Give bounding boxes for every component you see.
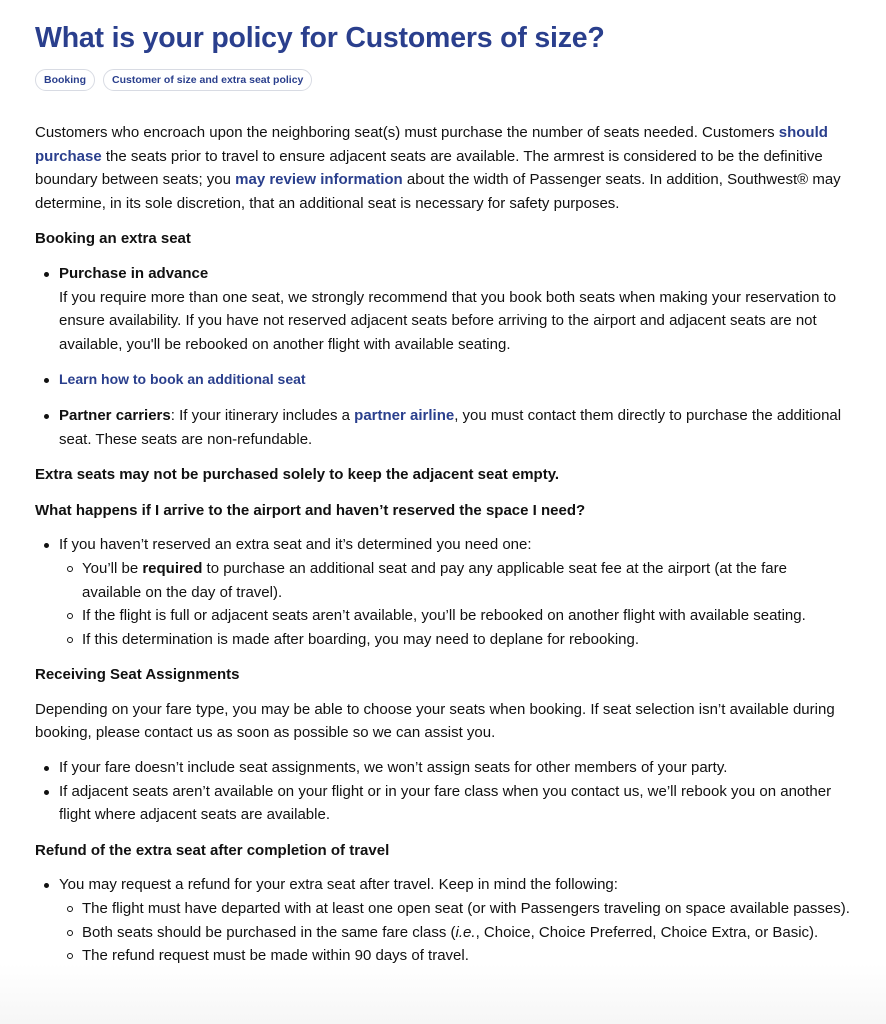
- list-item: You’ll be required to purchase an additional seat and pay any applicable seat fee at the airport (at the fare available on the day of travel).: [59, 557, 850, 604]
- refund-heading: Refund of the extra seat after completion of travel: [35, 841, 390, 859]
- list-item: You may request a refund for your extra seat after travel. Keep in mind the following: The flight must have departed with at least one open seat (or with Passengers traveling on space available passes). Both seats should be purchased in the same fare class (i.e., Choice, Choice Preferred, Choice Extra, or Basic). The refund request must be made within 90 days of travel.: [35, 873, 850, 967]
- booking-list: [35, 262, 850, 451]
- list-item: If you haven’t reserved an extra seat and it’s determined you need one: You’ll be required to purchase an additional seat and pay any applicable seat fee at the airport (at the fare available on the day of travel). If the flight is full or adjacent seats aren’t available, you’ll be rebooked on another flight with available seating. If this determination is made after boarding, you may need to deplane for rebooking.: [35, 533, 850, 651]
- tag-booking[interactable]: Booking: [35, 69, 95, 91]
- airport-sublist: [59, 557, 850, 651]
- tag-list: [35, 69, 850, 91]
- list-item: The flight must have departed with at least one open seat (or with Passengers traveling on space available passes).: [59, 897, 850, 921]
- extra-seat-note: Extra seats may not be purchased solely to keep the adjacent seat empty.: [35, 466, 560, 484]
- tag-customer-of-size[interactable]: Customer of size and extra seat policy: [103, 69, 312, 91]
- page-title: What is your policy for Customers of size?: [35, 22, 605, 54]
- assignments-heading: Receiving Seat Assignments: [35, 666, 240, 684]
- faq-article: [35, 18, 850, 968]
- refund-list: [35, 873, 850, 967]
- assignments-text: Depending on your fare type, you may be able to choose your seats when booking. If seat selection isn’t available during booking, please contact us as soon as possible so we can assist you.: [35, 700, 835, 742]
- should-purchase-link[interactable]: should purchase: [35, 124, 828, 165]
- intro-paragraph: Customers who encroach upon the neighboring seat(s) must purchase the number of seats needed. Customers should purchase the seats prior to travel to ensure adjacent seats are available. The armrest is considered to be the definitive boundary between seats; you may review information about the width of Passenger seats. In addition, Southwest® may determine, in its sole discretion, that an additional seat is necessary for safety purposes.: [35, 124, 841, 212]
- airport-list: [35, 533, 850, 651]
- booking-heading: Booking an extra seat: [35, 230, 191, 248]
- may-review-information-link[interactable]: may review information: [235, 171, 403, 189]
- purchase-in-advance-title: Purchase in advance: [59, 264, 209, 282]
- list-item: [35, 368, 850, 392]
- list-item: Partner carriers: If your itinerary includes a partner airline, you must contact them directly to purchase the additional seat. These seats are non-refundable.: [35, 404, 850, 451]
- airport-heading: What happens if I arrive to the airport and haven’t reserved the space I need?: [35, 501, 586, 519]
- list-item: Both seats should be purchased in the same fare class (i.e., Choice, Choice Preferred, Choice Extra, or Basic).: [59, 921, 850, 945]
- partner-carriers-title: Partner carriers: [59, 406, 171, 424]
- refund-sublist: [59, 897, 850, 968]
- bottom-fade: [0, 964, 886, 1024]
- list-item: If the flight is full or adjacent seats aren’t available, you’ll be rebooked on another flight with available seating.: [59, 604, 850, 628]
- list-item: The refund request must be made within 90 days of travel.: [59, 944, 850, 968]
- learn-book-additional-seat-link[interactable]: Learn how to book an additional seat: [59, 371, 306, 388]
- purchase-in-advance-text: If you require more than one seat, we strongly recommend that you book both seats when making your reservation to ensure availability. If you have not reserved adjacent seats before arriving to the airport and adjacent seats are not available, you'll be rebooked on another flight with available seating.: [59, 288, 837, 353]
- list-item: [35, 262, 850, 356]
- list-item: If adjacent seats aren’t available on your flight or in your fare class when you contact us, we’ll rebook you on another flight where adjacent seats are available.: [35, 780, 850, 827]
- list-item: If this determination is made after boarding, you may need to deplane for rebooking.: [59, 628, 850, 652]
- partner-airline-link[interactable]: partner airline: [354, 406, 455, 424]
- assignments-list: [35, 756, 850, 827]
- list-item: If your fare doesn’t include seat assignments, we won’t assign seats for other members of your party.: [35, 756, 850, 780]
